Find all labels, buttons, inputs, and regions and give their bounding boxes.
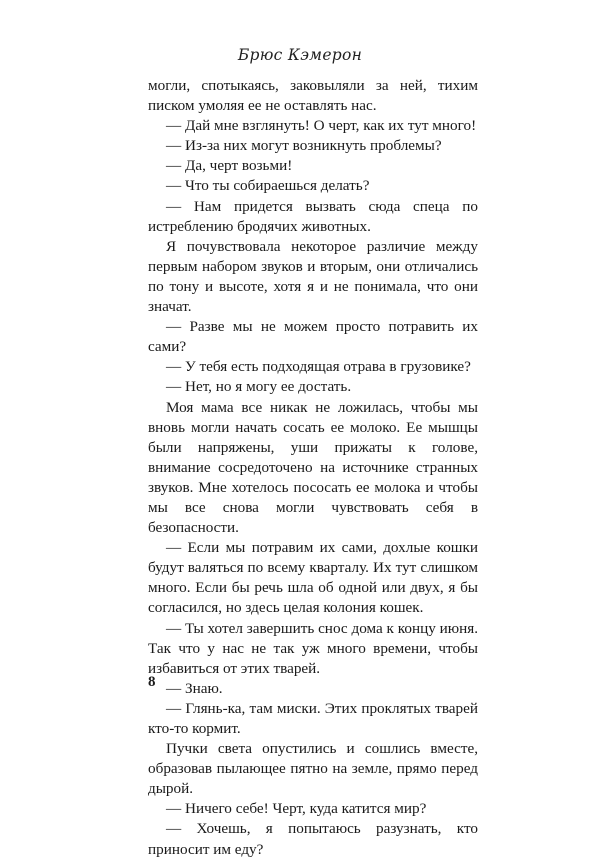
paragraph: — Ты хотел завершить снос дома к концу июня. Так что у нас не так уж много времени, чтобы избавиться от этих тварей. bbox=[148, 619, 478, 677]
paragraph: — Да, черт возьми! bbox=[166, 157, 293, 175]
body-text bbox=[148, 76, 478, 860]
page-number: 8 bbox=[148, 674, 156, 690]
paragraph: — Нет, но я могу ее достать. bbox=[166, 378, 352, 396]
paragraph: Я почувствовала некоторое различие между первым набором звуков и вторым, они отличались по тону и высоте, хотя я и не понимала, что они значат. bbox=[148, 237, 478, 316]
paragraph: — Ничего себе! Черт, куда катится мир? bbox=[166, 800, 427, 818]
paragraph: — Что ты собираешься делать? bbox=[166, 177, 370, 195]
paragraph: — Из-за них могут возникнуть проблемы? bbox=[166, 137, 442, 155]
paragraph: — Нам придется вызвать сюда спеца по истреблению бродячих животных. bbox=[148, 197, 478, 235]
paragraph: — Хочешь, я попытаюсь разузнать, кто приносит им еду? bbox=[148, 820, 478, 858]
paragraph: Моя мама все никак не ложилась, чтобы мы вновь могли начать сосать ее молоко. Ее мышцы были напряжены, уши прижаты к голове, внимание сосредоточено на источнике странных звуков. Мне хотелось пососать ее молока и чтобы мы все снова могли чувствовать себя в безопасности. bbox=[148, 398, 478, 537]
running-header-author: Брюс Кэмерон bbox=[237, 46, 363, 64]
paragraph: — Разве мы не можем просто потравить их сами? bbox=[148, 318, 478, 356]
paragraph: — Дай мне взглянуть! О черт, как их тут много! bbox=[166, 117, 477, 135]
paragraph: — Глянь-ка, там миски. Этих проклятых тварей кто-то кормит. bbox=[148, 699, 478, 737]
paragraph: — Если мы потравим их сами, дохлые кошки будут валяться по всему кварталу. Их тут слишком много. Если бы речь шла об одной или двух, я бы согласился, но здесь целая колония кошек. bbox=[148, 539, 478, 617]
paragraph: — Знаю. bbox=[166, 679, 223, 697]
paragraph: Пучки света опустились и сошлись вместе, образовав пылающее пятно на земле, прямо перед дырой. bbox=[148, 740, 478, 798]
paragraph: могли, спотыкаясь, заковыляли за ней, тихим писком умоляя ее не оставлять нас. bbox=[148, 77, 478, 115]
paragraph: — У тебя есть подходящая отрава в грузовике? bbox=[166, 358, 471, 376]
